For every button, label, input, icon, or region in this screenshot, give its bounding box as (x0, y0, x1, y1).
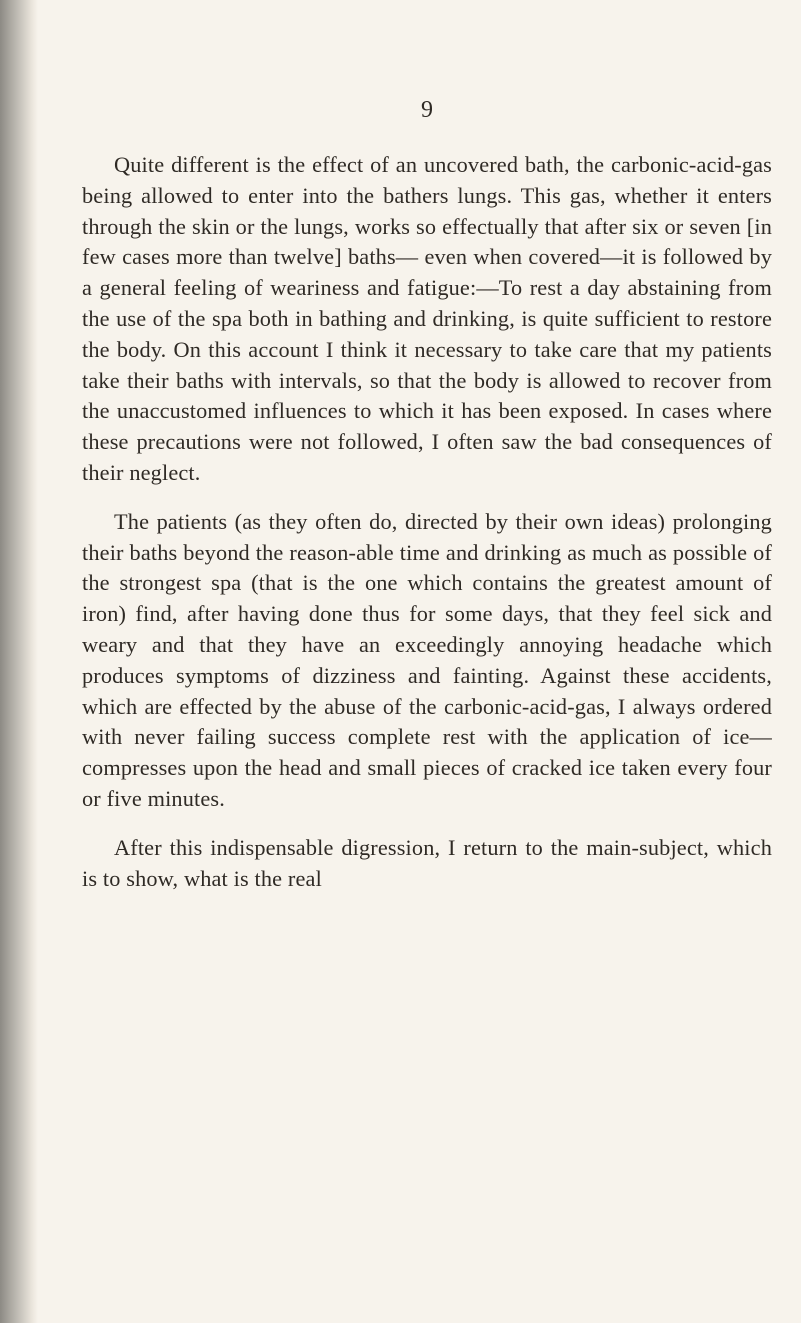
book-page (82, 0, 772, 1323)
paragraph-3: After this indispensable digression, I return to the main-subject, which is to show, what is the real (82, 834, 772, 891)
paragraph-2: The patients (as they often do, directed by their own ideas) prolonging their baths beyond the reason-able time and drinking as much as possible of the strongest spa (that is the one which contains the greatest amount of iron) find, after having done thus for some days, that they feel sick and weary and that they have an exceedingly annoying headache which produces symptoms of dizziness and fainting. Against these accidents, which are effected by the abuse of the carbonic-acid-gas, I always ordered with never failing success complete rest with the application of ice— compresses upon the head and small pieces of cracked ice taken every four or five minutes. (82, 508, 772, 811)
page-number: 9 (421, 97, 433, 123)
body-text (82, 150, 772, 912)
paragraph-1: Quite different is the effect of an uncovered bath, the carbonic-acid-gas being allowed to enter into the bathers lungs. This gas, whether it enters through the skin or the lungs, works so effectually that after six or seven [in few cases more than twelve] baths— even when covered—it is followed by a general feeling of weariness and fatigue:—To rest a day abstaining from the use of the spa both in bathing and drinking, is quite sufficient to restore the body. On this account I think it necessary to take care that my patients take their baths with intervals, so that the body is allowed to recover from the unaccustomed influences to which it has been exposed. In cases where these precautions were not followed, I often saw the bad consequences of their neglect. (82, 152, 772, 485)
page-binding-shadow (0, 0, 38, 1323)
